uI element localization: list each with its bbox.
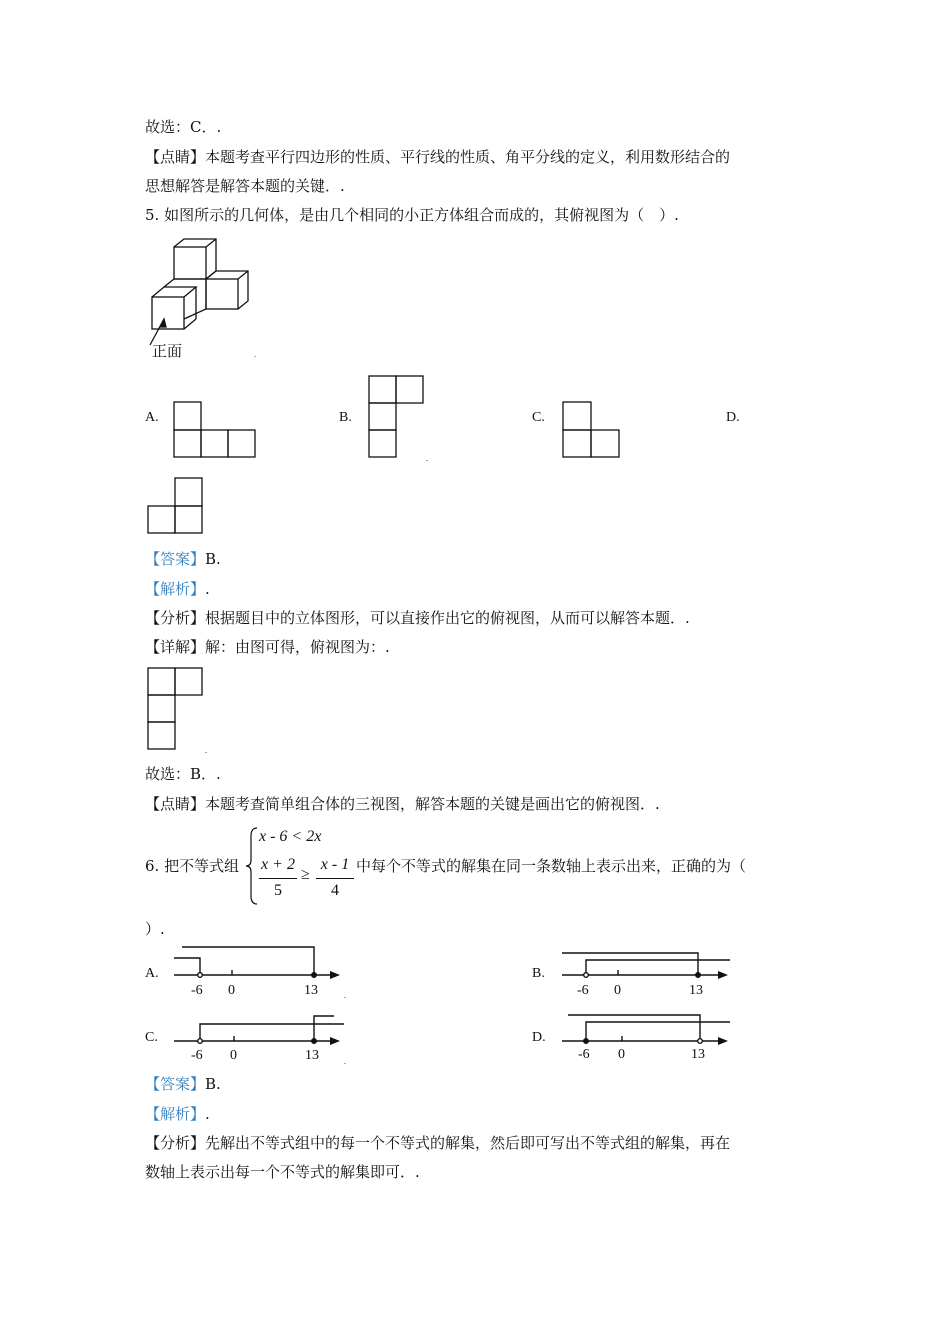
- numberline-a: [172, 944, 352, 1002]
- option-6d-label: D.: [532, 1030, 546, 1045]
- tick-label: 13: [689, 983, 703, 998]
- tick-label: 0: [614, 983, 621, 998]
- dianjing-5: 【点睛】本题考查简单组合体的三视图，解答本题的关键是画出它的俯视图．.: [145, 795, 660, 813]
- tick-label: 13: [305, 1048, 319, 1063]
- relation-sign: ≥: [301, 866, 310, 883]
- option-6a-label: A.: [145, 966, 159, 981]
- cube-figure: [140, 235, 270, 365]
- analysis-tag: 【解析】: [145, 1105, 206, 1123]
- xiangjie-5: 【详解】解：由图可得，俯视图为：.: [145, 638, 390, 656]
- question-6-prefix: 6. 把不等式组: [145, 857, 240, 875]
- answer-6: [145, 1074, 221, 1094]
- tick-label: -6: [577, 983, 589, 998]
- option-d-figure: [147, 477, 207, 537]
- option-b-figure: [368, 375, 433, 465]
- analysis-5: 【解析】.: [145, 580, 210, 598]
- tick-label: -6: [578, 1047, 590, 1062]
- answer-5: [145, 549, 221, 569]
- text-line: 故选：C．.: [145, 118, 222, 136]
- fraction-2-numerator: x - 1: [320, 856, 350, 873]
- tick-label: -6: [191, 1048, 203, 1063]
- tick-label: 13: [304, 983, 318, 998]
- fraction-1-denominator: 5: [274, 882, 282, 899]
- option-b-label: B.: [339, 410, 352, 425]
- tick-label: 0: [230, 1048, 237, 1063]
- option-a-figure: [173, 400, 258, 460]
- option-d-label: D.: [726, 410, 740, 425]
- answer-value: B.: [205, 1075, 221, 1093]
- svg-text:.: .: [344, 991, 346, 1000]
- answer-tag: 【答案】: [145, 1075, 206, 1093]
- numberline-c: [172, 1010, 352, 1068]
- option-c-label: C.: [532, 410, 545, 425]
- numberline-d: [560, 1010, 740, 1068]
- tick-label: 0: [618, 1047, 625, 1062]
- fenxi-6-line2: 数轴上表示出每一个不等式的解集即可．.: [145, 1163, 420, 1181]
- svg-text:.: .: [344, 1057, 346, 1066]
- numberline-b: [560, 944, 740, 1002]
- option-c-figure: [562, 400, 622, 460]
- svg-text:.: .: [254, 350, 256, 359]
- analysis-6: 【解析】.: [145, 1105, 210, 1123]
- svg-text:.: .: [205, 746, 207, 755]
- question-5: 5. 如图所示的几何体，是由几个相同的小正方体组合而成的，其俯视图为（ ）.: [145, 206, 679, 224]
- option-6c-label: C.: [145, 1030, 158, 1045]
- analysis-tag: 【解析】: [145, 580, 206, 598]
- fenxi-5: 【分析】根据题目中的立体图形，可以直接作出它的俯视图，从而可以解答本题．.: [145, 609, 690, 627]
- fenxi-6-line1: 【分析】先解出不等式组中的每一个不等式的解集，然后即可写出不等式组的解集，再在: [145, 1134, 731, 1152]
- tick-label: -6: [191, 983, 203, 998]
- top-view-figure: [147, 667, 217, 757]
- question-6-suffix: 中每个不等式的解集在同一条数轴上表示出来，正确的为（: [356, 857, 747, 875]
- tick-label: 13: [691, 1047, 705, 1062]
- answer-tag: 【答案】: [145, 550, 206, 568]
- option-6b-label: B.: [532, 966, 545, 981]
- tick-label: 0: [228, 983, 235, 998]
- front-label: 正面: [152, 342, 183, 360]
- inequality-1: x - 6 < 2x: [259, 828, 322, 845]
- fraction-2-denominator: 4: [331, 882, 339, 899]
- text-line: 【点睛】本题考查平行四边形的性质、平行线的性质、角平分线的定义，利用数形结合的: [145, 148, 731, 166]
- guxuan-5: 故选：B．.: [145, 765, 221, 783]
- question-6-close: ）.: [145, 920, 165, 938]
- answer-value: B.: [205, 550, 221, 568]
- fraction-1-numerator: x + 2: [261, 856, 295, 873]
- inequality-brace: [245, 826, 259, 906]
- svg-text:.: .: [426, 454, 428, 463]
- option-a-label: A.: [145, 410, 159, 425]
- text-line: 思想解答是解答本题的关键．.: [145, 177, 345, 195]
